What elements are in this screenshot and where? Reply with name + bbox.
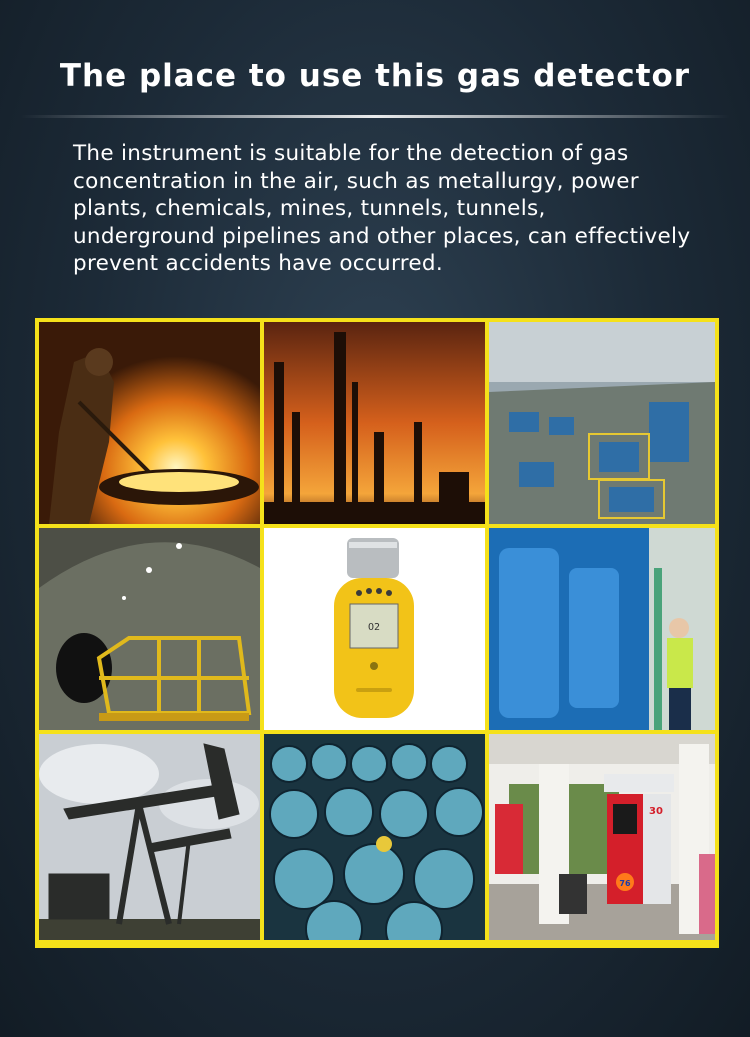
- mine-tunnel-cart-image: [39, 528, 260, 730]
- application-photo-grid: [35, 318, 719, 948]
- title-divider: [20, 115, 730, 118]
- brand-logo-text: 76: [619, 879, 631, 888]
- detector-screen-text: O2: [367, 622, 381, 633]
- pump-price-text: 30: [649, 806, 663, 817]
- oil-pumpjack-image: [39, 734, 260, 940]
- gas-station-image: [489, 734, 715, 940]
- factory-floor-image: [489, 322, 715, 524]
- gas-cylinders-image: [264, 734, 485, 940]
- page-title: The place to use this gas detector: [59, 58, 691, 94]
- metallurgy-furnace-image: [39, 322, 260, 524]
- description-text: The instrument is suitable for the detection of gas concentration in the air, such as metallurgy, power plants, chemicals, mines, tunnels, tunnels, underground pipelines and other places, can effectively prevent accidents have occurred.: [73, 141, 691, 276]
- gas-detector-product-image: [264, 528, 485, 730]
- refinery-sunset-image: [264, 322, 485, 524]
- engine-room-worker-image: [489, 528, 715, 730]
